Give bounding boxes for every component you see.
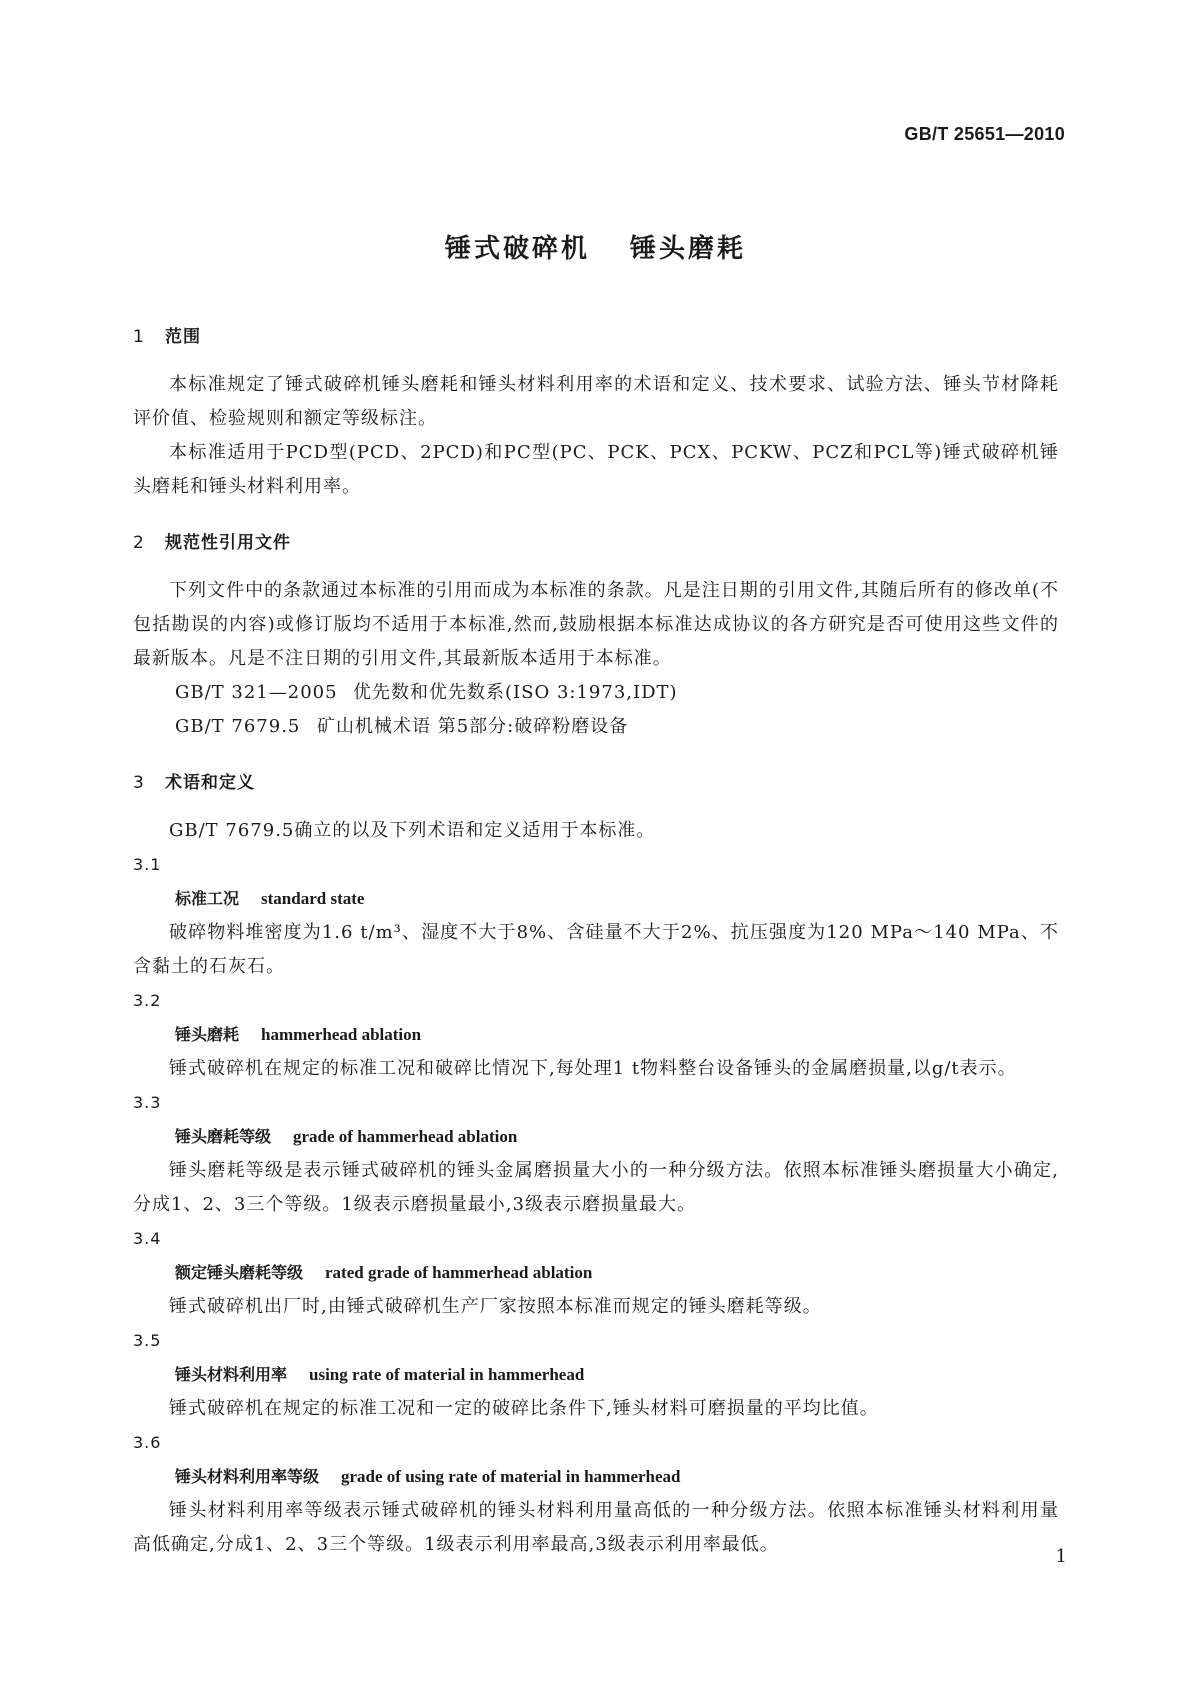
term-en: hammerhead ablation (261, 1025, 422, 1044)
term-zh: 标准工况 (175, 889, 240, 908)
term-heading (133, 882, 1059, 916)
term-en: using rate of material in hammerhead (309, 1365, 585, 1384)
clause-number: 3.4 (133, 1229, 162, 1248)
term-zh: 锤头磨耗等级 (175, 1127, 272, 1146)
section-title: 术语和定义 (165, 773, 255, 793)
term-heading (133, 1120, 1059, 1154)
term-en: standard state (261, 889, 365, 908)
section-title: 范围 (165, 327, 201, 347)
clause-number: 3.5 (133, 1331, 162, 1350)
document-body (133, 320, 1059, 1562)
clause-number: 3.3 (133, 1093, 162, 1112)
section-number: 3 (133, 773, 145, 793)
term-definition: 锤头材料利用率等级表示锤式破碎机的锤头材料利用量高低的一种分级方法。依照本标准锤头材料利用量高低确定,分成1、2、3三个等级。1级表示利用率最高,3级表示利用率最低。 (133, 1500, 1059, 1555)
term-zh: 锤头材料利用率 (175, 1365, 288, 1384)
reference-code: GB/T 7679.5 (175, 716, 301, 737)
paragraph: GB/T 7679.5确立的以及下列术语和定义适用于本标准。 (169, 820, 656, 841)
clause-number: 3.1 (133, 855, 162, 874)
reference-title: 矿山机械术语 第5部分:破碎粉磨设备 (317, 716, 629, 737)
reference-item (133, 676, 1059, 710)
term-heading (133, 1460, 1059, 1494)
section-title: 规范性引用文件 (165, 533, 291, 553)
term-definition: 破碎物料堆密度为1.6 t/m³、湿度不大于8%、含硅量不大于2%、抗压强度为120 MPa～140 MPa、不含黏土的石灰石。 (133, 922, 1059, 977)
term-heading (133, 1358, 1059, 1392)
section-heading-terms-definitions (133, 766, 1059, 800)
paragraph: 本标准规定了锤式破碎机锤头磨耗和锤头材料利用率的术语和定义、技术要求、试验方法、锤头节材降耗评价值、检验规则和额定等级标注。 (133, 374, 1059, 429)
clause-number: 3.6 (133, 1433, 162, 1452)
reference-code: GB/T 321—2005 (175, 682, 338, 703)
term-definition: 锤式破碎机出厂时,由锤式破碎机生产厂家按照本标准而规定的锤头磨耗等级。 (169, 1296, 822, 1317)
term-definition: 锤头磨耗等级是表示锤式破碎机的锤头金属磨损量大小的一种分级方法。依照本标准锤头磨损量大小确定,分成1、2、3三个等级。1级表示磨损量最小,3级表示磨损量最大。 (133, 1160, 1059, 1215)
clause-number: 3.2 (133, 991, 162, 1010)
term-en: grade of hammerhead ablation (293, 1127, 518, 1146)
term-zh: 锤头磨耗 (175, 1025, 240, 1044)
term-zh: 锤头材料利用率等级 (175, 1467, 320, 1486)
term-en: grade of using rate of material in hammerhead (341, 1467, 681, 1486)
section-number: 1 (133, 327, 145, 347)
page-number: 1 (1055, 1546, 1067, 1567)
paragraph: 本标准适用于PCD型(PCD、2PCD)和PC型(PC、PCK、PCX、PCKW、PCZ和PCL等)锤式破碎机锤头磨耗和锤头材料利用率。 (133, 442, 1059, 497)
term-definition: 锤式破碎机在规定的标准工况和破碎比情况下,每处理1 t物料整台设备锤头的金属磨损量,以g/t表示。 (169, 1058, 1017, 1079)
term-heading (133, 1018, 1059, 1052)
reference-item (133, 710, 1059, 744)
term-en: rated grade of hammerhead ablation (325, 1263, 593, 1282)
term-definition: 锤式破碎机在规定的标准工况和一定的破碎比条件下,锤头材料可磨损量的平均比值。 (169, 1398, 879, 1419)
document-title: 锤式破碎机 锤头磨耗 (444, 234, 747, 264)
section-number: 2 (133, 533, 145, 553)
term-zh: 额定锤头磨耗等级 (175, 1263, 304, 1282)
reference-title: 优先数和优先数系(ISO 3:1973,IDT) (353, 682, 678, 703)
section-heading-normative-references (133, 526, 1059, 560)
paragraph: 下列文件中的条款通过本标准的引用而成为本标准的条款。凡是注日期的引用文件,其随后所有的修改单(不包括勘误的内容)或修订版均不适用于本标准,然而,鼓励根据本标准达成协议的各方研究是否可使用这些文件的最新版本。凡是不注日期的引用文件,其最新版本适用于本标准。 (133, 580, 1059, 669)
section-heading-scope (133, 320, 1059, 354)
standard-number: GB/T 25651—2010 (904, 124, 1065, 144)
term-heading (133, 1256, 1059, 1290)
